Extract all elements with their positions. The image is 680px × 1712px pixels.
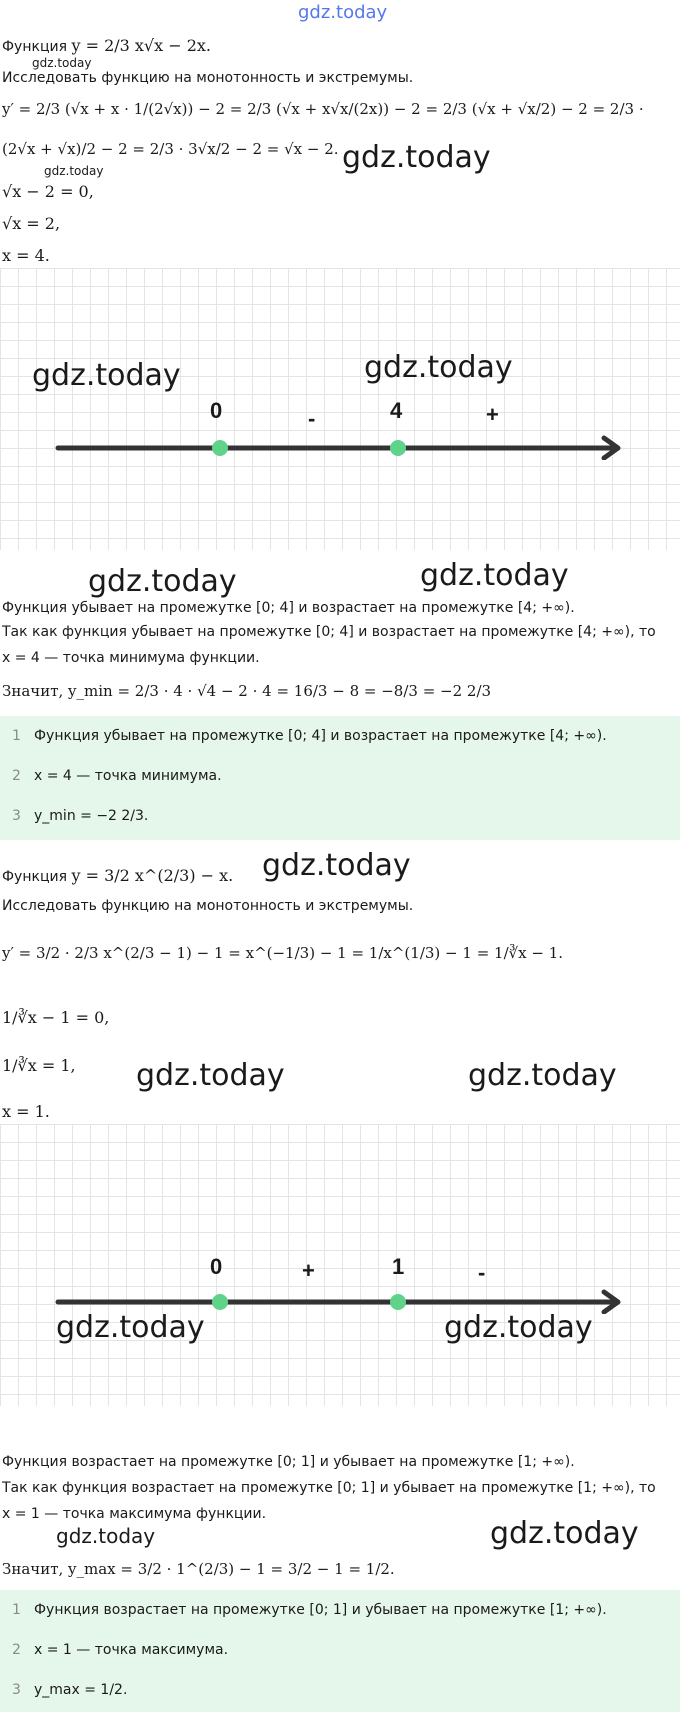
axis-sign-plus: + [302, 1258, 315, 1283]
axis-point-0: 0 [210, 1254, 223, 1279]
problem2-derivative: y′ = 3/2 · 2/3 x^(2/3 − 1) − 1 = x^(−1/3) − 1 = 1/x^(1/3) − 1 = 1/∛x − 1. [2, 944, 564, 962]
axis-point-4: 4 [390, 398, 403, 423]
number-line-axis [0, 1274, 680, 1314]
axis-dot-0 [212, 1294, 228, 1310]
problem2-conclusion3: x = 1 — точка максимума функции. [2, 1506, 267, 1522]
axis-dot-0 [212, 440, 228, 456]
problem1-step2: (2√x + √x)/2 − 2 = 2/3 · 3√x/2 − 2 = √x − 2. [2, 140, 339, 158]
axis-point-0: 0 [210, 398, 223, 423]
problem1-step3: √x − 2 = 0, [2, 182, 94, 201]
axis-dot-4 [390, 440, 406, 456]
answer-block-2: 1 Функция возрастает на промежутке [0; 1] и убывает на промежутке [1; +∞). 2 x = 1 — точка максимума. 3 y_max = 1/2. [0, 1590, 680, 1712]
watermark: gdz.today [364, 350, 513, 385]
axis-sign-plus: + [486, 402, 499, 427]
problem2-step2: 1/∛x − 1 = 0, [2, 1008, 110, 1027]
axis-sign-minus: - [478, 1260, 486, 1285]
problem1-task: Исследовать функцию на монотонность и экстремумы. [2, 70, 414, 86]
watermark-top: gdz.today [298, 2, 388, 23]
problem2-heading [2, 866, 233, 885]
watermark: gdz.today [420, 558, 569, 593]
problem2-step4: x = 1. [2, 1102, 50, 1121]
problem1-conclusion1: Функция убывает на промежутке [0; 4] и возрастает на промежутке [4; +∞). [2, 600, 575, 616]
watermark: gdz.today [262, 848, 411, 883]
problem2-conclusion2: Так как функция возрастает на промежутке [0; 1] и убывает на промежутке [1; +∞), то [2, 1480, 656, 1496]
problem1-step5: x = 4. [2, 246, 50, 265]
problem1-function-label: Функция [2, 39, 67, 55]
problem1-step4: √x = 2, [2, 214, 61, 233]
answer-block-1: 1 Функция убывает на промежутке [0; 4] и возрастает на промежутке [4; +∞). 2 x = 4 — точка минимума. 3 y_min = −2 2/3. [0, 716, 680, 840]
problem1-value: Значит, y_min = 2/3 · 4 · √4 − 2 · 4 = 16/3 − 8 = −8/3 = −2 2/3 [2, 682, 492, 700]
problem1-conclusion3: x = 4 — точка минимума функции. [2, 650, 260, 666]
watermark: gdz.today [56, 1524, 156, 1548]
problem2-task: Исследовать функцию на монотонность и экстремумы. [2, 898, 414, 914]
watermark: gdz.today [44, 164, 104, 178]
problem1-heading [2, 36, 211, 55]
watermark: gdz.today [32, 358, 181, 393]
problem2-step3: 1/∛x = 1, [2, 1056, 76, 1075]
number-line-axis [0, 420, 680, 460]
watermark: gdz.today [490, 1516, 639, 1551]
problem2-function-formula: y = 3/2 x^(2/3) − x. [71, 866, 234, 885]
axis-dot-1 [390, 1294, 406, 1310]
watermark: gdz.today [136, 1058, 285, 1093]
axis-sign-minus: - [308, 406, 316, 431]
watermark: gdz.today [32, 56, 92, 70]
watermark: gdz.today [444, 1310, 593, 1345]
problem2-conclusion1: Функция возрастает на промежутке [0; 1] и убывает на промежутке [1; +∞). [2, 1454, 575, 1470]
watermark: gdz.today [342, 140, 491, 175]
watermark: gdz.today [56, 1310, 205, 1345]
number-line-grid [0, 268, 680, 550]
watermark: gdz.today [468, 1058, 617, 1093]
watermark: gdz.today [88, 564, 237, 599]
axis-point-1: 1 [392, 1254, 405, 1279]
problem1-derivative: y′ = 2/3 (√x + x · 1/(2√x)) − 2 = 2/3 (√x + x√x/(2x)) − 2 = 2/3 (√x + √x/2) − 2 = 2/3 · [2, 100, 644, 118]
problem2-value: Значит, y_max = 3/2 · 1^(2/3) − 1 = 3/2 − 1 = 1/2. [2, 1560, 395, 1578]
number-line-grid [0, 1124, 680, 1406]
problem1-function-formula: y = 2/3 x√x − 2x. [71, 36, 212, 55]
problem2-function-label: Функция [2, 869, 67, 885]
problem1-conclusion2: Так как функция убывает на промежутке [0; 4] и возрастает на промежутке [4; +∞), то [2, 624, 656, 640]
